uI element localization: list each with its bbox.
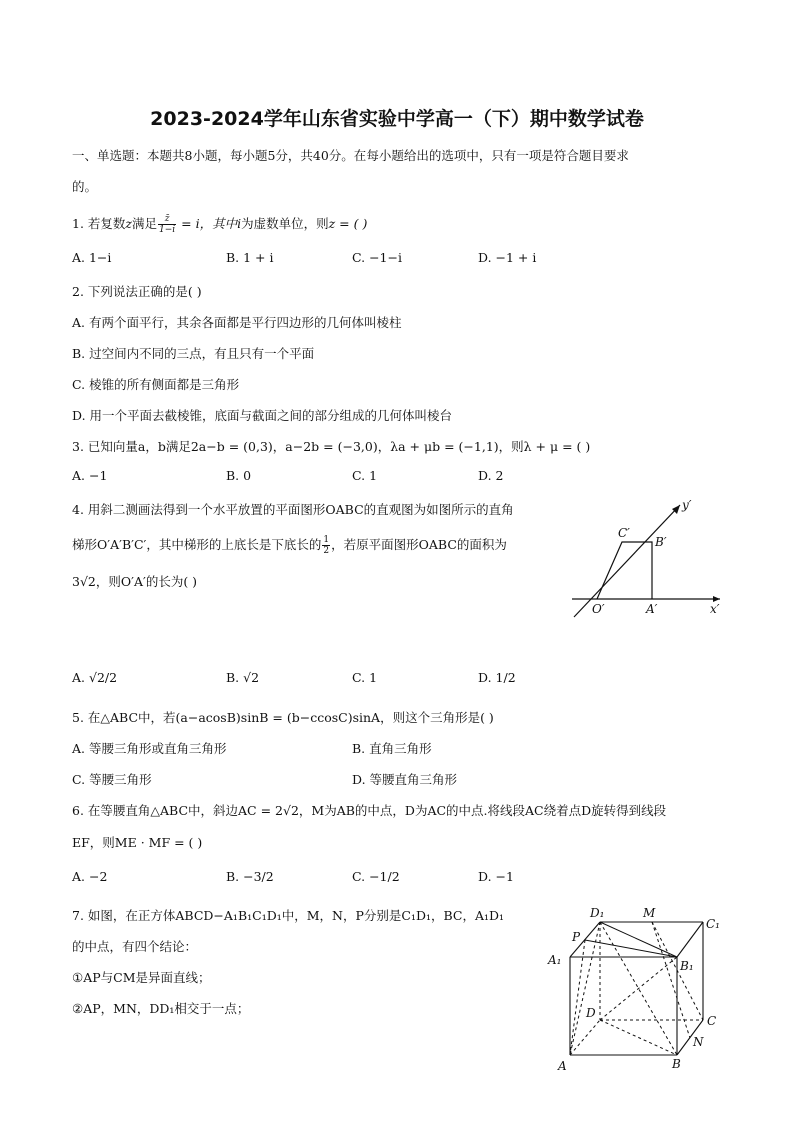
q2-stem: 2. 下列说法正确的是( )	[72, 284, 202, 299]
q4-option-d[interactable]: D. 1/2	[478, 670, 516, 685]
q4-option-c[interactable]: C. 1	[352, 670, 378, 685]
q2-option-a[interactable]: A. 有两个面平行，其余各面都是平行四边形的几何体叫棱柱	[72, 315, 402, 330]
q1-option-d[interactable]: D. −1 + i	[478, 250, 537, 265]
label-a1: A₁	[548, 953, 562, 967]
line-mn	[652, 922, 690, 1038]
q1-option-c[interactable]: C. −1−i	[352, 250, 402, 265]
label-x-prime: x′	[710, 602, 720, 616]
q7-conclusion-2: ②AP，MN，DD₁相交于一点；	[72, 1001, 250, 1016]
q1-frac-den: 1−i	[159, 225, 176, 235]
q5-option-a[interactable]: A. 等腰三角形或直角三角形	[72, 741, 227, 756]
label-c1: C₁	[706, 917, 720, 931]
q4-half-den: 2	[323, 546, 330, 556]
q2-option-d[interactable]: D. 用一个平面去截棱锥，底面与截面之间的部分组成的几何体叫棱台	[72, 408, 453, 423]
q1-rest: 为虚数单位，则	[241, 216, 329, 231]
q1-prefix: 1. 若复数	[72, 216, 126, 231]
q7-conclusion-1: ①AP与CM是异面直线；	[72, 970, 211, 985]
q6-option-a[interactable]: A. −2	[72, 869, 108, 884]
q1-var-i: i	[237, 216, 242, 231]
q5-option-d[interactable]: D. 等腰直角三角形	[352, 772, 458, 787]
label-d: D	[586, 1006, 596, 1020]
label-a-prime: A′	[646, 602, 658, 616]
q3-option-d[interactable]: D. 2	[478, 468, 504, 483]
q1-option-a[interactable]: A. 1−i	[72, 250, 112, 265]
label-y-prime: y′	[682, 498, 692, 512]
q1-frac-num: z̄	[158, 214, 176, 225]
line-db1	[600, 957, 677, 1020]
q1-ask: z = ( )	[328, 216, 368, 231]
label-n: N	[693, 1035, 704, 1049]
q4-line2a: 梯形O′A′B′C′，其中梯形的上底长是下底长的	[72, 537, 322, 552]
q1-eq: = i，其中	[177, 216, 238, 231]
q4-stem-line2	[72, 535, 507, 556]
y-axis	[574, 505, 680, 617]
label-b1: B₁	[680, 959, 694, 973]
q1-fraction	[158, 214, 176, 235]
line-pb1	[585, 940, 677, 957]
q4-line2b: ，若原平面图形OABC的面积为	[331, 537, 507, 552]
section-heading-line1: 一、单选题：本题共8小题，每小题5分，共40分。在每小题给出的选项中，只有一项是符合题目要求	[72, 148, 629, 163]
q1-option-b[interactable]: B. 1 + i	[226, 250, 274, 265]
q1-var-z: z	[125, 216, 132, 231]
q3-option-a[interactable]: A. −1	[72, 468, 108, 483]
q7-cube-figure	[540, 900, 730, 1080]
q2-option-c[interactable]: C. 棱锥的所有侧面都是三角形	[72, 377, 240, 392]
page-title: 2023-2024学年山东省实验中学高一（下）期中数学试卷	[150, 108, 644, 130]
q3-option-b[interactable]: B. 0	[226, 468, 252, 483]
label-b-prime: B′	[655, 535, 667, 549]
q1-stem	[72, 214, 367, 235]
label-b: B	[672, 1057, 681, 1071]
q3-stem: 3. 已知向量a，b满足2a−b = (0,3)，a−2b = (−3,0)，λa + μb = (−1,1)，则λ + μ = ( )	[72, 439, 591, 454]
label-o-prime: O′	[592, 602, 605, 616]
trapezoid-edges	[597, 542, 652, 599]
label-p: P	[572, 930, 581, 944]
q4-stem-line1: 4. 用斜二测画法得到一个水平放置的平面图形OABC的直观图为如图所示的直角	[72, 502, 514, 517]
q4-half-fraction	[322, 535, 330, 556]
line-db	[600, 1020, 677, 1055]
label-c-prime: C′	[618, 526, 630, 540]
q4-oblique-figure	[560, 495, 730, 625]
q4-stem-line3: 3√2，则O′A′的长为( )	[72, 574, 198, 589]
q6-stem-line2: EF，则ME · MF = ( )	[72, 835, 203, 850]
q4-half-num: 1	[323, 535, 330, 545]
q7-stem-line1: 7. 如图，在正方体ABCD−A₁B₁C₁D₁中，M，N，P分别是C₁D₁，BC，A₁D₁	[72, 908, 505, 923]
q6-stem-line1: 6. 在等腰直角△ABC中，斜边AC = 2√2，M为AB的中点，D为AC的中点.将线段AC绕着点D旋转得到线段	[72, 803, 667, 818]
q4-option-b[interactable]: B. √2	[226, 670, 260, 685]
q4-option-a[interactable]: A. √2/2	[72, 670, 118, 685]
q5-option-b[interactable]: B. 直角三角形	[352, 741, 432, 756]
edge-c1b1	[677, 922, 703, 957]
label-a: A	[558, 1059, 567, 1073]
q6-option-c[interactable]: C. −1/2	[352, 869, 400, 884]
section-heading-line2: 的。	[72, 179, 98, 194]
q2-option-b[interactable]: B. 过空间内不同的三点，有且只有一个平面	[72, 346, 315, 361]
edge-ad-hidden	[570, 1020, 600, 1055]
q1-mid: 满足	[132, 216, 158, 231]
q7-stem-line2: 的中点，有四个结论：	[72, 939, 198, 954]
line-d1b1	[600, 922, 677, 957]
q6-option-b[interactable]: B. −3/2	[226, 869, 274, 884]
q5-option-c[interactable]: C. 等腰三角形	[72, 772, 152, 787]
q5-stem: 5. 在△ABC中，若(a−acosB)sinB = (b−ccosC)sinA，则这个三角形是( )	[72, 710, 494, 725]
q3-option-c[interactable]: C. 1	[352, 468, 378, 483]
label-d1: D₁	[590, 906, 605, 920]
label-c: C	[707, 1014, 717, 1028]
label-m: M	[643, 906, 656, 920]
q6-option-d[interactable]: D. −1	[478, 869, 514, 884]
